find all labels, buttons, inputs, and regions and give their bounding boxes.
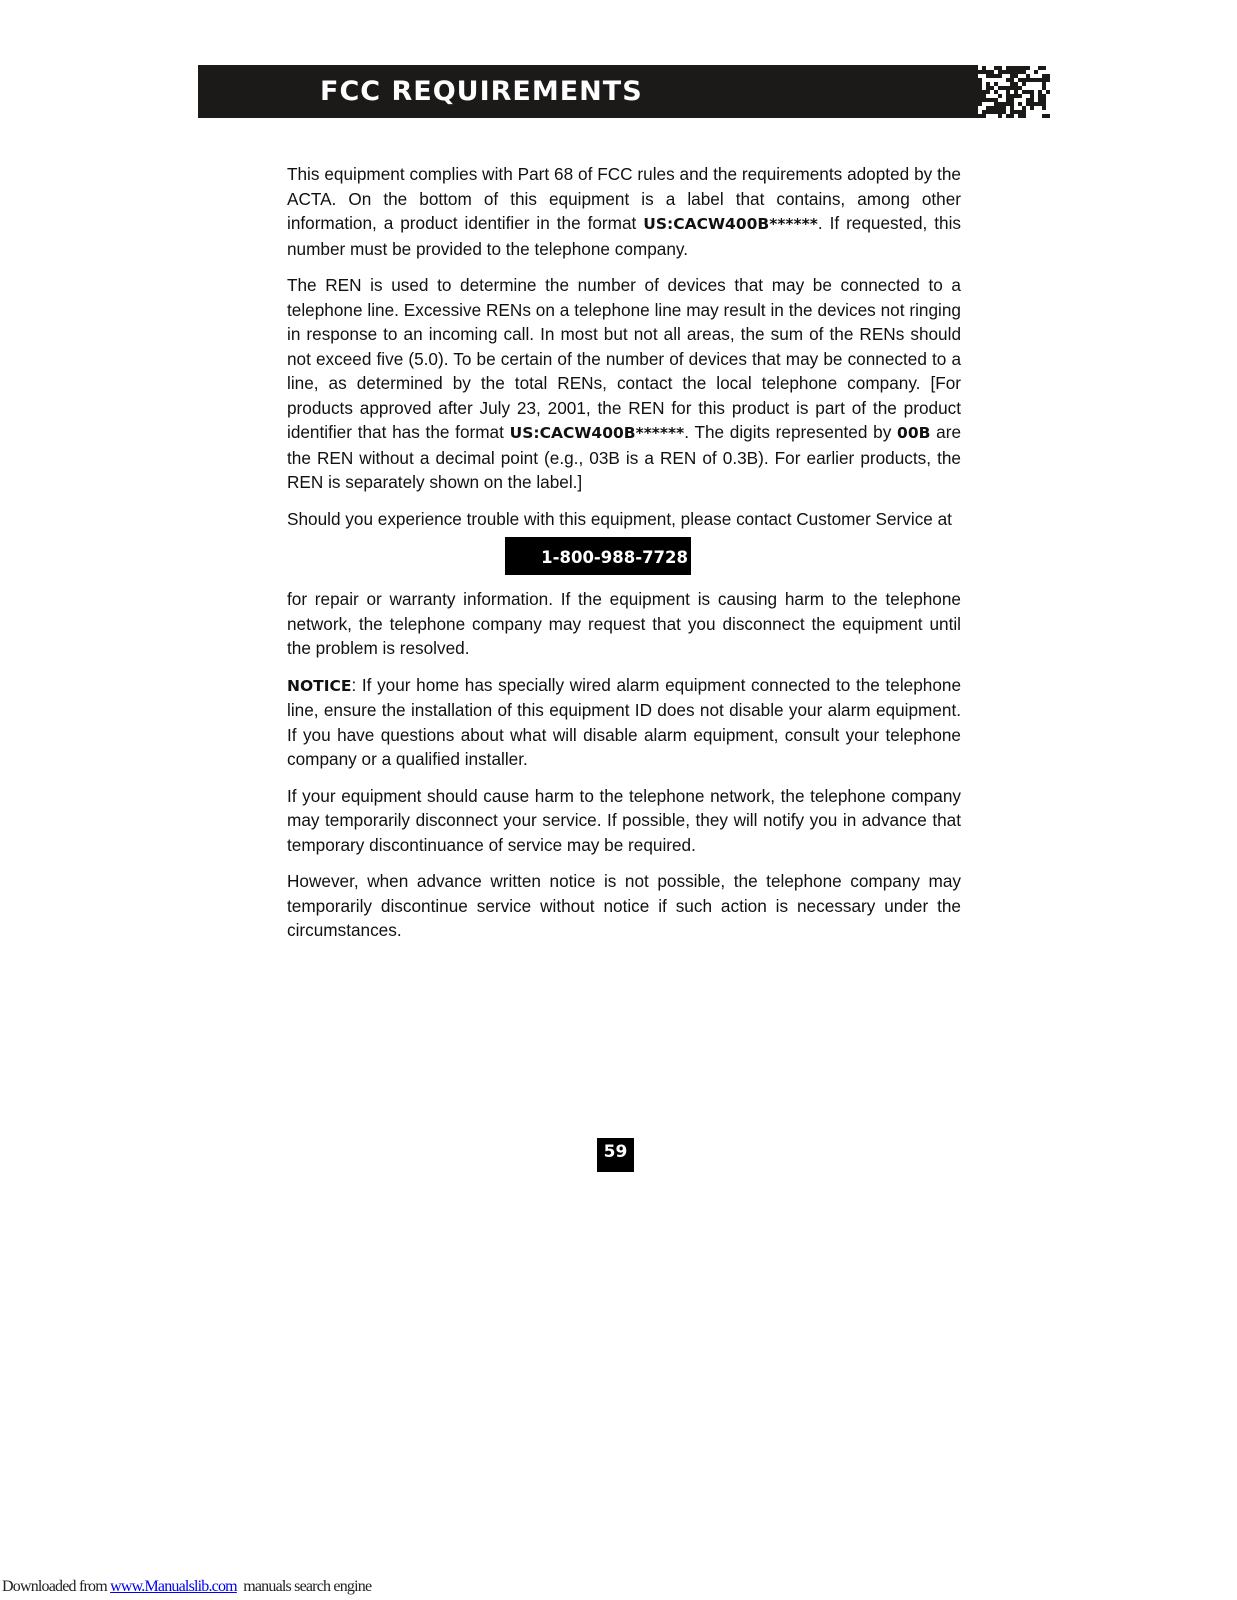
ren-digits: 00B (897, 424, 931, 442)
page-title: FCC REQUIREMENTS (320, 76, 643, 107)
paragraph-advance-notice: However, when advance written notice is not possible, the telephone company may temporarily discontinue service without notice if such action is necessary under the circumstances. (287, 871, 961, 940)
fcc-content (287, 162, 976, 955)
paragraph-text: The REN is used to determine the number of devices that may be connected to a telephone line. Excessive RENs on a telephone line may result in the devices not ringing in response to an incoming call. In most but not all areas, the sum of the RENs should not exceed five (5.0). To be certain of the number of devices that may be connected to a line, as determined by the total RENs, contact the local telephone company. [For products approved after July 23, 2001, the REN for this product is part of the product identifier that has the format (287, 275, 961, 442)
paragraph-part68 (287, 162, 961, 261)
paragraph-notice (287, 673, 976, 772)
page-number: 59 (597, 1138, 634, 1172)
paragraph-text: . If requested, this number must be provided to the telephone company. (287, 213, 961, 259)
paragraph-text: This equipment complies with Part 68 of FCC rules and the requirements adopted by the ACTA. On the bottom of this equipment is a label that contains, among other information, a product identifier in the format (287, 164, 961, 233)
paragraph-harm: If your equipment should cause harm to the telephone network, the telephone company may temporarily disconnect your service. If possible, they will notify you in advance that temporary discontinuance of service may be required. (287, 785, 961, 855)
decorative-pattern-icon (978, 66, 1050, 118)
manualslib-link[interactable]: www.Manualslib.com (110, 1578, 237, 1595)
phone-wrap (287, 537, 961, 575)
paragraph-ren (287, 273, 961, 495)
customer-service-phone: 1-800-988-7728 (505, 537, 691, 575)
notice-label: NOTICE (287, 676, 352, 695)
footer-suffix: manuals search engine (236, 1578, 372, 1595)
paragraph-repair: for repair or warranty information. If the equipment is causing harm to the telephone network, the telephone company may request that you disconnect the equipment until the problem is resolved. (287, 589, 961, 658)
paragraph-text: are the REN without a decimal point (e.g., 03B is a REN of 0.3B). For earlier products, the REN is separately shown on the label.] (287, 422, 962, 492)
paragraph-trouble: Should you experience trouble with this equipment, please contact Customer Service at (287, 508, 952, 529)
footer-prefix: Downloaded from (2, 1578, 111, 1595)
footer (2, 1578, 371, 1596)
paragraph-text: . The digits represented by (684, 422, 898, 442)
product-identifier: US:CACW400B****** (643, 215, 818, 233)
paragraph-text: : If your home has specially wired alarm equipment connected to the telephone line, ensure the installation of this equipment ID does not disable your alarm equipment. If you have questions about what will disable alarm equipment, consult your telephone company or a qualified installer. (287, 674, 976, 769)
product-identifier: US:CACW400B****** (509, 424, 685, 442)
